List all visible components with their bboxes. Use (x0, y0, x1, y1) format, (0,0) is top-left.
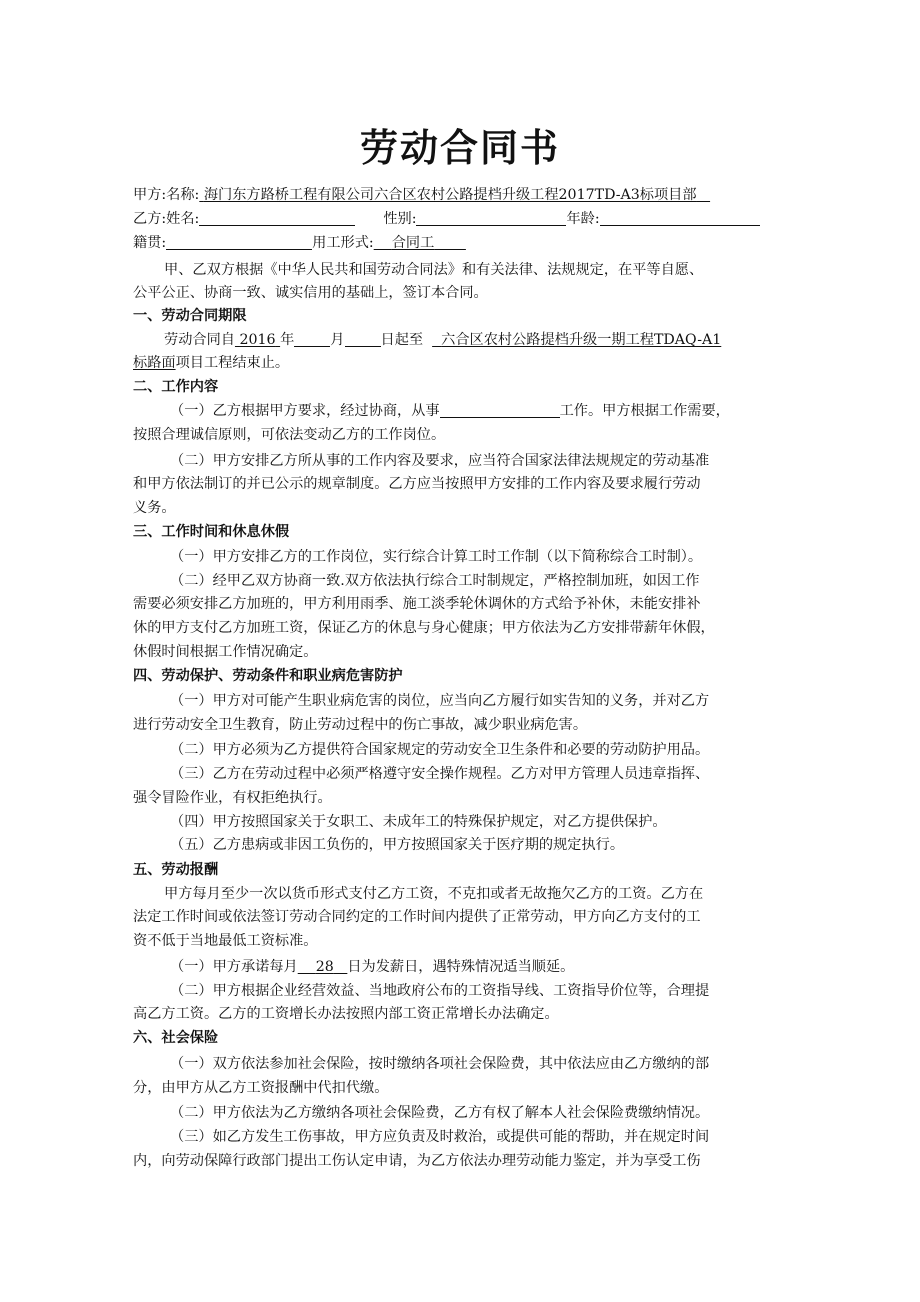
party-a-label: 甲方:名称: (133, 187, 200, 203)
insurance-line-2: 分，由甲方从乙方工资报酬中代扣代缴。 (133, 1080, 389, 1096)
start-day-blank[interactable] (345, 331, 381, 347)
work-content-line-2: 按照合理诚信原则，可依法变动乙方的工作岗位。 (133, 427, 446, 443)
pay-line-5: （二）甲方根据企业经营效益、当地政府公布的工资指导线、工资指导价位等，合理提 (170, 983, 710, 999)
work-content-line-3: （二）甲方安排乙方所从事的工作内容及要求，应当符合国家法律法规规定的劳动基准 (170, 453, 710, 469)
start-year: 2016 (239, 332, 276, 348)
age-label: 年龄: (566, 211, 600, 227)
party-a-name: 海门东方路桥工程有限公司六合区农村公路提档升级工程2017TD-A3标项目部 (203, 187, 697, 203)
origin-label: 籍贯: (133, 235, 167, 251)
origin-line (133, 232, 793, 254)
pay-day: 28 (315, 959, 334, 975)
intro-line-2: 公平公正、协商一致、诚实信用的基础上，签订本合同。 (133, 285, 488, 301)
term-line-2: 标路面项目工程结束止。 (133, 355, 290, 371)
origin-blank[interactable] (166, 234, 312, 250)
hours-line-1: （一）甲方安排乙方的工作岗位，实行综合计算工时工作制（以下简称综合工时制）。 (170, 549, 703, 565)
protection-line-4: （三）乙方在劳动过程中必须严格遵守安全操作规程。乙方对甲方管理人员违章指挥、 (170, 766, 710, 782)
pay-line-3: 资不低于当地最低工资标准。 (133, 933, 318, 949)
insurance-line-3: （二）甲方依法为乙方缴纳各项社会保险费，乙方有权了解本人社会保险费缴纳情况。 (170, 1105, 710, 1121)
protection-line-7: （五）乙方患病或非因工负伤的，甲方按照国家关于医疗期的规定执行。 (170, 837, 625, 853)
insurance-line-1: （一）双方依法参加社会保险，按时缴纳各项社会保险费，其中依法应由乙方缴纳的部 (170, 1056, 710, 1072)
employment-form-value: 合同工 (391, 235, 435, 251)
employment-form-label: 用工形式: (312, 235, 374, 251)
intro-line-1: 甲、乙双方根据《中华人民共和国劳动合同法》和有关法律、法规规定，在平等自愿、 (164, 262, 704, 278)
insurance-line-4: （三）如乙方发生工伤事故，甲方应负责及时救治，或提供可能的帮助，并在规定时间 (170, 1129, 710, 1145)
hours-line-2: （二）经甲乙双方协商一致.双方依法执行综合工时制规定，严格控制加班，如因工作 (170, 573, 700, 589)
project-section: 标路面 (133, 355, 176, 371)
pay-line-2: 法定工作时间或依法签订劳动合同约定的工作时间内提供了正常劳动，甲方向乙方支付的工 (133, 909, 701, 925)
pay-line-6: 高乙方工资。乙方的工资增长办法按照内部工资正常增长办法确定。 (133, 1006, 559, 1022)
party-a-line (133, 184, 793, 206)
section-1-heading: 一、劳动合同期限 (133, 308, 247, 324)
hours-line-4: 休的甲方支付乙方加班工资，保证乙方的休息与身心健康；甲方依法为乙方安排带薪年休假， (133, 620, 715, 636)
section-2-heading: 二、工作内容 (133, 379, 219, 395)
pay-line-4: （一）甲方承诺每月 28 日为发薪日，遇特殊情况适当顺延。 (170, 959, 575, 975)
section-4-heading: 四、劳动保护、劳动条件和职业病危害防护 (133, 668, 403, 684)
section-6-heading: 六、社会保险 (133, 1030, 219, 1046)
section-5-heading: 五、劳动报酬 (133, 862, 219, 878)
protection-line-1: （一）甲方对可能产生职业病危害的岗位，应当向乙方履行如实告知的义务，并对乙方 (170, 693, 710, 709)
protection-line-3: （二）甲方必须为乙方提供符合国家规定的劳动安全卫生条件和必要的劳动防护用品。 (170, 742, 710, 758)
hours-line-5: 休假时间根据工作情况确定。 (133, 644, 318, 660)
document-title: 劳动合同书 (359, 126, 560, 170)
insurance-line-5: 内，向劳动保障行政部门提出工伤认定申请，为乙方依法办理劳动能力鉴定，并为享受工伤 (133, 1153, 701, 1169)
hours-line-3: 需要必须安排乙方加班的，甲方利用雨季、施工淡季轮休调休的方式给予补休，未能安排补 (133, 596, 701, 612)
work-content-line-1: （一）乙方根据甲方要求，经过协商，从事 工作。甲方根据工作需要， (170, 403, 730, 419)
protection-line-5: 强令冒险作业，有权拒绝执行。 (133, 790, 332, 806)
term-line-1: 劳动合同自 2016 年 月 日起至 六合区农村公路提档升级一期工程TDAQ-A1 (164, 332, 722, 348)
gender-label: 性别: (383, 211, 417, 227)
age-blank[interactable] (600, 210, 760, 226)
start-month-blank[interactable] (294, 331, 330, 347)
protection-line-2: 进行劳动安全卫生教育，防止劳动过程中的伤亡事故，减少职业病危害。 (133, 717, 588, 733)
project-name: 六合区农村公路提档升级一期工程TDAQ-A1 (441, 332, 722, 348)
protection-line-6: （四）甲方按照国家关于女职工、未成年工的特殊保护规定，对乙方提供保护。 (170, 814, 667, 830)
job-title-blank[interactable] (440, 402, 560, 418)
gender-blank[interactable] (416, 210, 566, 226)
section-3-heading: 三、工作时间和休息休假 (133, 524, 290, 540)
work-content-line-5: 义务。 (133, 500, 176, 516)
pay-line-1: 甲方每月至少一次以货币形式支付乙方工资，不克扣或者无故拖欠乙方的工资。乙方在 (164, 886, 704, 902)
party-b-name-label: 乙方:姓名: (133, 211, 200, 227)
work-content-line-4: 和甲方依法制订的并已公示的规章制度。乙方应当按照甲方安排的工作内容及要求履行劳动 (133, 476, 701, 492)
name-blank[interactable] (199, 210, 355, 226)
party-b-line (133, 208, 793, 230)
